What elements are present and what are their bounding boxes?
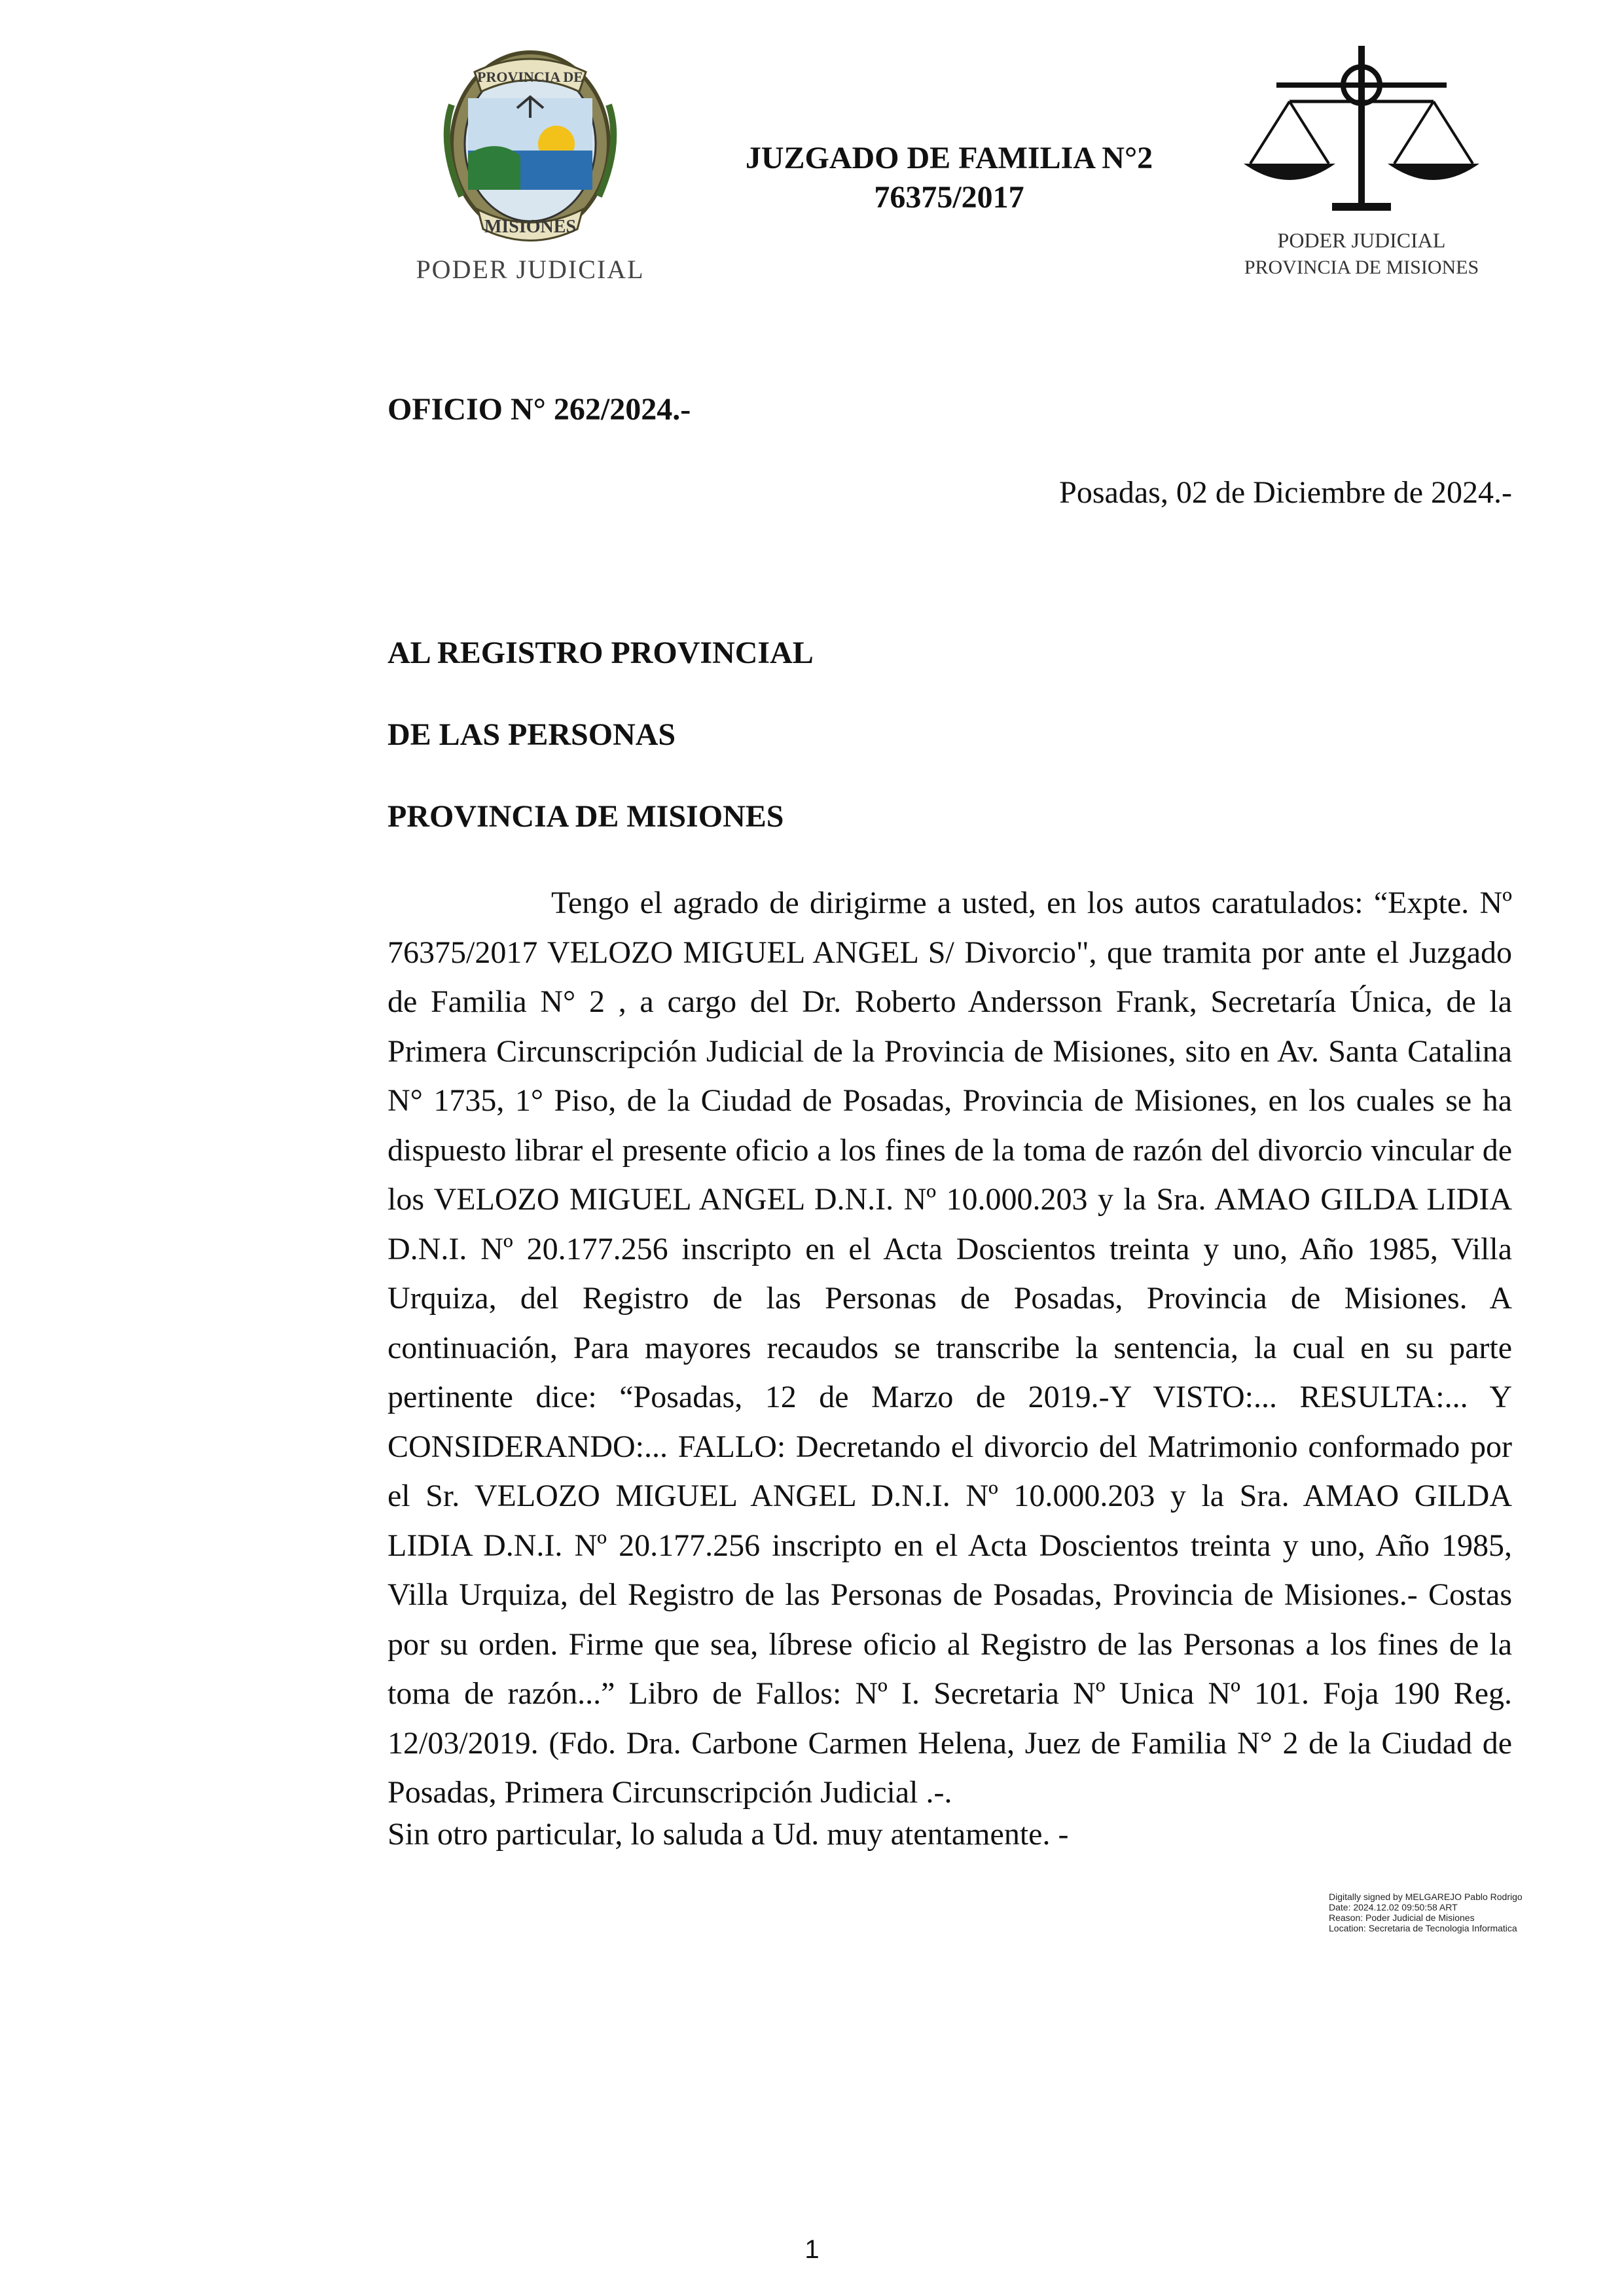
court-name: JUZGADO DE FAMILIA N°2 <box>745 141 1153 175</box>
case-number: 76375/2017 <box>874 180 1024 215</box>
date-line: Posadas, 02 de Diciembre de 2024.- <box>1059 475 1512 510</box>
body-text: Tengo el agrado de dirigirme a usted, en los autos caratulados: “Expte. Nº 76375/2017 VELOZO MIGUEL ANGEL S/ Divorcio", que tramita por ante el Juzgado de Familia N° 2 , a cargo del Dr. Roberto Andersson Frank, Secretaría Única, de la Primera Circunscripción Judicial de la Provincia de Misiones, sito en Av. Santa Catalina N° 1735, 1° Piso, de la Ciudad de Posadas, Provincia de Misiones, en los cuales se ha dispuesto librar el presente oficio a los fines de la toma de razón del divorcio vincular de los VELOZO MIGUEL ANGEL D.N.I. Nº 10.000.203 y la Sra. AMAO GILDA LIDIA D.N.I. Nº 20.177.256 inscripto en el Acta Doscientos treinta y uno, Año 1985, Villa Urquiza, del Registro de las Personas de Posadas, Provincia de Misiones. A continuación, Para mayores recaudos se transcribe la sentencia, la cual en su parte pertinente dice: “Posadas, 12 de Marzo de 2019.-Y VISTO:... RESULTA:... Y CONSIDERANDO:... FALLO: Decretando el divorcio del Matrimonio conformado por el Sr. VELOZO MIGUEL ANGEL D.N.I. Nº 10.000.203 y la Sra. AMAO GILDA LIDIA D.N.I. Nº 20.177.256 inscripto en el Acta Doscientos treinta y uno, Año 1985, Villa Urquiza, del Registro de las Personas de Posadas, Provincia de Misiones.- Costas por su orden. Firme que sea, líbrese oficio al Registro de las Personas a los fines de la toma de razón...” Libro de Fallos: Nº I. Secretaria Nº Unica Nº 101. Foja 190 Reg. 12/03/2019. (Fdo. Dra. Carbone Carmen Helena, Juez de Familia N° 2 de la Ciudad de Posadas, Primera Circunscripción Judicial .-. <box>388 886 1512 1810</box>
page-number: 1 <box>804 2235 820 2264</box>
svg-text:PROVINCIA DE: PROVINCIA DE <box>477 69 583 85</box>
provincia-misiones-seal-logo <box>406 46 655 288</box>
signature-signer: Digitally signed by MELGAREJO Pablo Rodrigo <box>1329 1892 1523 1902</box>
addressee-line-2: DE LAS PERSONAS <box>388 717 676 752</box>
svg-text:MISIONES: MISIONES <box>484 217 577 237</box>
closing-line: Sin otro particular, lo saluda a Ud. muy atentamente. - <box>388 1817 1069 1852</box>
addressee-line-1: AL REGISTRO PROVINCIAL <box>388 636 814 670</box>
poder-judicial-scales-logo <box>1231 39 1519 288</box>
svg-text:PODER JUDICIAL: PODER JUDICIAL <box>416 255 645 284</box>
signature-date: Date: 2024.12.02 09:50:58 ART <box>1329 1902 1458 1912</box>
signature-location: Location: Secretaria de Tecnologia Informatica <box>1329 1923 1517 1933</box>
body-paragraph <box>388 878 1512 1818</box>
signature-reason: Reason: Poder Judicial de Misiones <box>1329 1912 1475 1923</box>
digital-signature-block <box>1329 1892 1525 1933</box>
addressee-line-3: PROVINCIA DE MISIONES <box>388 799 784 834</box>
svg-text:PODER JUDICIAL: PODER JUDICIAL <box>1277 228 1446 252</box>
svg-text:PROVINCIA DE MISIONES: PROVINCIA DE MISIONES <box>1244 257 1479 278</box>
oficio-number: OFICIO N° 262/2024.- <box>388 392 691 427</box>
document-header <box>687 139 1211 217</box>
